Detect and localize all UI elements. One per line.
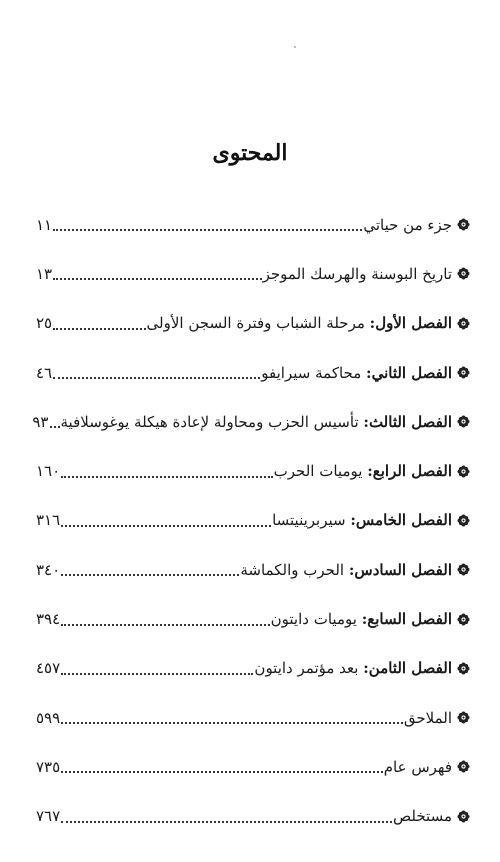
dot-leader xyxy=(53,376,260,379)
chapter-label: الفصل الرابع: xyxy=(367,462,452,481)
dot-leader xyxy=(53,228,362,231)
entry-title: يوميات الحرب xyxy=(273,462,363,481)
chapter-label: الفصل الأول: xyxy=(369,314,452,333)
page-number: ٤٦ xyxy=(36,363,53,382)
toc-entry-label xyxy=(147,314,452,332)
flower-ornament-icon xyxy=(457,317,470,330)
entry-title: سيربرينيتسا xyxy=(272,511,346,530)
toc-entry-label xyxy=(261,364,452,382)
chapter-label: الفصل الثالث: xyxy=(363,412,452,431)
flower-ornament-icon xyxy=(457,613,470,626)
entry-title: تاريخ البوسنة والهرسك الموجز xyxy=(262,264,452,283)
page-speck xyxy=(294,46,296,48)
entry-title: محاكمة سيرايفو xyxy=(261,363,362,382)
page-number: ٧٦٧ xyxy=(36,807,61,826)
entry-title: فهرس عام xyxy=(383,757,452,776)
flower-ornament-icon xyxy=(457,760,470,773)
toc-entry-label xyxy=(272,511,452,529)
dot-leader xyxy=(61,672,253,675)
flower-ornament-icon xyxy=(457,711,470,724)
entry-title: تأسيس الحزب ومحاولة لإعادة هيكلة يوغوسلافية xyxy=(60,412,359,431)
page-number: ٧٣٥ xyxy=(36,757,61,776)
toc-entry xyxy=(36,545,470,594)
page-number: ٣١٦ xyxy=(36,511,61,530)
toc-entry-label xyxy=(271,610,452,628)
toc-entry xyxy=(36,200,470,249)
toc-entry-label xyxy=(404,709,452,727)
dot-leader xyxy=(61,623,269,626)
toc-entry-label xyxy=(61,413,453,431)
toc-entry-label xyxy=(274,462,452,480)
page-number: ١١ xyxy=(36,215,53,234)
toc-entry-label xyxy=(240,561,452,579)
entry-title: مستخلص xyxy=(393,807,452,826)
entry-title: بعد مؤتمر دايتون xyxy=(254,659,359,678)
toc-entry xyxy=(32,397,470,446)
table-of-contents xyxy=(32,200,470,841)
dot-leader xyxy=(61,770,383,773)
toc-entry xyxy=(36,348,470,397)
flower-ornament-icon xyxy=(457,465,470,478)
toc-entry xyxy=(36,693,470,742)
toc-entry xyxy=(36,446,470,495)
flower-ornament-icon xyxy=(457,218,470,231)
toc-entry xyxy=(36,742,470,791)
flower-ornament-icon xyxy=(457,415,470,428)
chapter-label: الفصل الخامس: xyxy=(350,511,452,530)
toc-entry-label xyxy=(254,659,452,677)
dot-leader xyxy=(50,425,60,428)
toc-entry xyxy=(36,594,470,643)
page-number: ٤٥٧ xyxy=(36,659,61,678)
flower-ornament-icon xyxy=(457,662,470,675)
chapter-label: الفصل الثاني: xyxy=(366,363,452,382)
page-title: المحتوى xyxy=(212,140,288,166)
dot-leader xyxy=(61,524,271,527)
flower-ornament-icon xyxy=(457,267,470,280)
dot-leader xyxy=(61,721,403,724)
toc-entry xyxy=(36,249,470,298)
page-number: ١٦٠ xyxy=(36,462,61,481)
toc-entry xyxy=(36,792,470,841)
toc-entry-label xyxy=(393,807,452,825)
dot-leader xyxy=(61,475,272,478)
entry-title: الحرب والكماشة xyxy=(240,560,345,579)
flower-ornament-icon xyxy=(457,366,470,379)
dot-leader xyxy=(53,277,261,280)
entry-title: مرحلة الشباب وفترة السجن الأولى xyxy=(146,314,365,333)
toc-entry-label xyxy=(363,216,452,234)
toc-entry xyxy=(36,299,470,348)
chapter-label: الفصل السادس: xyxy=(348,560,452,579)
chapter-label: الفصل الثامن: xyxy=(363,659,452,678)
toc-entry xyxy=(36,644,470,693)
dot-leader xyxy=(53,327,145,330)
page-number: ٥٩٩ xyxy=(36,708,61,727)
toc-entry-label xyxy=(263,265,452,283)
page-number: ٩٣ xyxy=(32,412,49,431)
dot-leader xyxy=(61,820,392,823)
page-number: ٢٥ xyxy=(36,314,53,333)
flower-ornament-icon xyxy=(457,514,470,527)
flower-ornament-icon xyxy=(457,810,470,823)
page-number: ٣٩٤ xyxy=(36,610,61,629)
page-number: ١٣ xyxy=(36,264,53,283)
toc-entry xyxy=(36,496,470,545)
entry-title: يوميات دايتون xyxy=(270,610,357,629)
page-number: ٣٤٠ xyxy=(36,560,61,579)
entry-title: جزء من حياتي xyxy=(363,215,452,234)
toc-entry-label xyxy=(384,758,452,776)
flower-ornament-icon xyxy=(457,563,470,576)
dot-leader xyxy=(61,573,239,576)
chapter-label: الفصل السابع: xyxy=(361,610,452,629)
entry-title: الملاحق xyxy=(403,708,452,727)
